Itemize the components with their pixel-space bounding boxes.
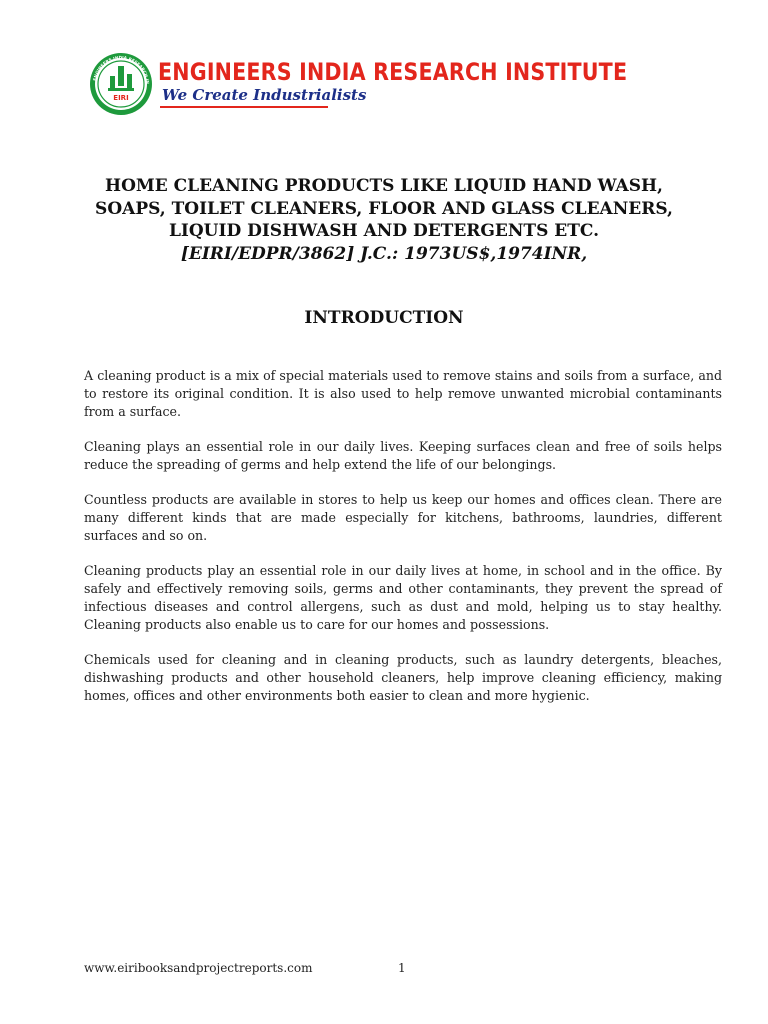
paragraph: Cleaning products play an essential role in our daily lives at home, in school and in the office. By safely and effectively removing soils, germs and other contaminants, they prevent the spread of infectious diseases and control allergens, such as dust and mold, helping us to stay healthy. Cleaning products also enable us to care for our homes and possessions. — [84, 563, 722, 632]
title-line: SOAPS, TOILET CLEANERS, FLOOR AND GLASS CLEANERS, — [95, 198, 673, 219]
section-heading: INTRODUCTION — [304, 308, 464, 328]
paragraph: A cleaning product is a mix of special materials used to remove stains and soils from a surface, and to restore its original condition. It is also used to help remove unwanted microbial contaminants from a surface. — [84, 368, 722, 419]
page-number: 1 — [398, 961, 406, 975]
eiri-seal-icon — [88, 48, 154, 118]
tagline-underline — [160, 106, 328, 108]
paragraph: Cleaning plays an essential role in our daily lives. Keeping surfaces clean and free of soils helps reduce the spreading of germs and help extend the life of our belongings. — [84, 439, 722, 472]
seal-ring-text: ENGINEERS INDIA RESEARCH IN — [92, 54, 151, 85]
paragraph: Chemicals used for cleaning and in cleaning products, such as laundry detergents, bleaches, dishwashing products and other household cleaners, help improve cleaning efficiency, making homes, offices and other environments both easier to clean and more hygienic. — [84, 652, 722, 703]
eiri-logo — [88, 48, 628, 138]
footer-url[interactable]: www.eiribooksandprojectreports.com — [84, 961, 313, 975]
paragraph: Countless products are available in stores to help us keep our homes and offices clean. There are many different kinds that are made especially for kitchens, bathrooms, laundries, different surfaces and so on. — [84, 492, 722, 543]
title-line: LIQUID DISHWASH AND DETERGENTS ETC. — [168, 221, 600, 241]
document-title — [60, 175, 708, 265]
tagline: We Create Industrialists — [162, 86, 367, 104]
project-reference: [EIRI/EDPR/3862] J.C.: 1973US$,1974INR, — [180, 243, 588, 264]
org-name: ENGINEERS INDIA RESEARCH INSTITUTE — [158, 58, 628, 86]
introduction-body — [84, 367, 722, 722]
seal-abbr: EIRI — [113, 94, 129, 102]
title-line: HOME CLEANING PRODUCTS LIKE LIQUID HAND WASH, — [105, 176, 663, 196]
